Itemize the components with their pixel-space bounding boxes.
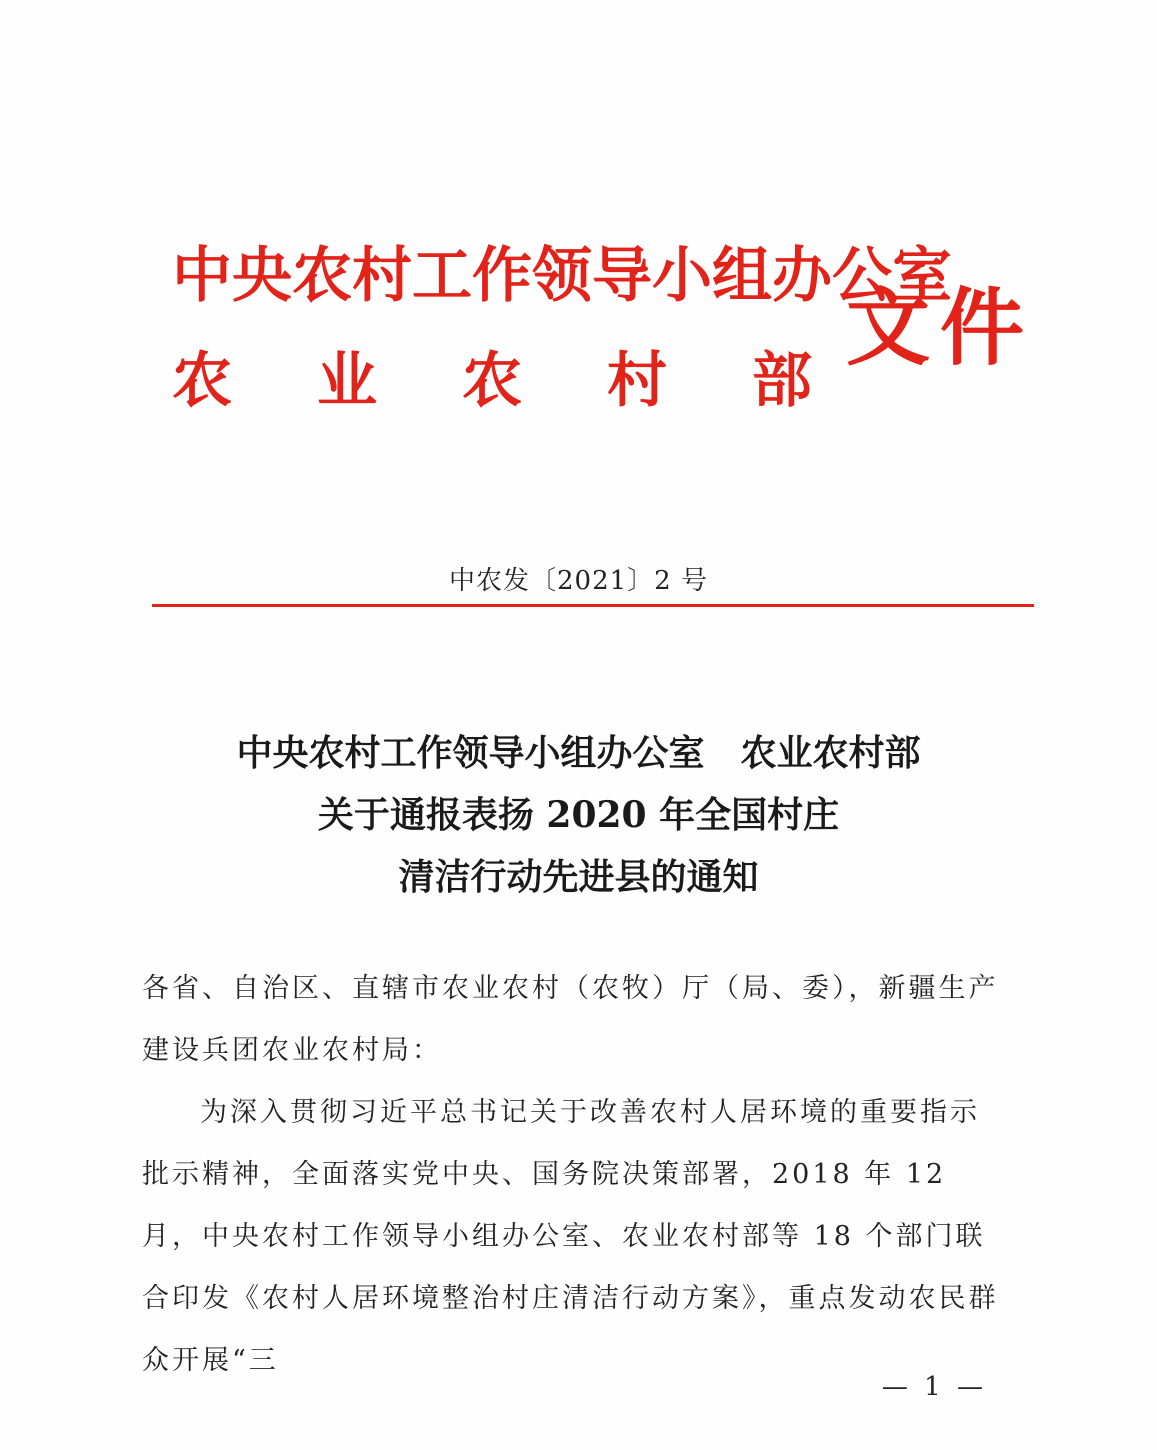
addressee xyxy=(142,958,1002,1082)
document-type-label: 文件 xyxy=(846,278,1035,377)
title-line-1: 中央农村工作领导小组办公室 农业农村部 xyxy=(236,732,921,774)
addressee-text: 各省、自治区、直辖市农业农村（农牧）厅（局、委），新疆生产建设兵团农业农村局： xyxy=(142,973,999,1066)
issuer-line-2-char: 村 xyxy=(607,346,667,416)
body-paragraph xyxy=(142,1082,1002,1392)
issuer-line-2-char: 农 xyxy=(172,346,232,416)
page-number: — 1 — xyxy=(881,1372,987,1402)
issuer-line-1: 中央农村工作领导小组办公室 xyxy=(172,241,952,311)
issuer-line-2-char: 农 xyxy=(462,346,522,416)
title-line-2: 关于通报表扬 2020 年全国村庄 xyxy=(317,794,840,836)
document-number: 中农发〔2021〕2 号 xyxy=(449,566,708,596)
red-divider-line xyxy=(152,604,1034,607)
issuer-line-2-char: 部 xyxy=(752,346,812,416)
title-line-3: 清洁行动先进县的通知 xyxy=(398,856,759,898)
issuer-line-2 xyxy=(172,345,812,417)
notice-title xyxy=(0,722,1157,908)
body-paragraph-text: 为深入贯彻习近平总书记关于改善农村人居环境的重要指示批示精神，全面落实党中央、国务院决策部署，2018 年 12 月，中央农村工作领导小组办公室、农业农村部等 18 个部门联合印发《农村人居环境整治村庄清洁行动方案》，重点发动农民群众开展“三 xyxy=(142,1097,999,1376)
issuer-line-2-char: 业 xyxy=(317,346,377,416)
